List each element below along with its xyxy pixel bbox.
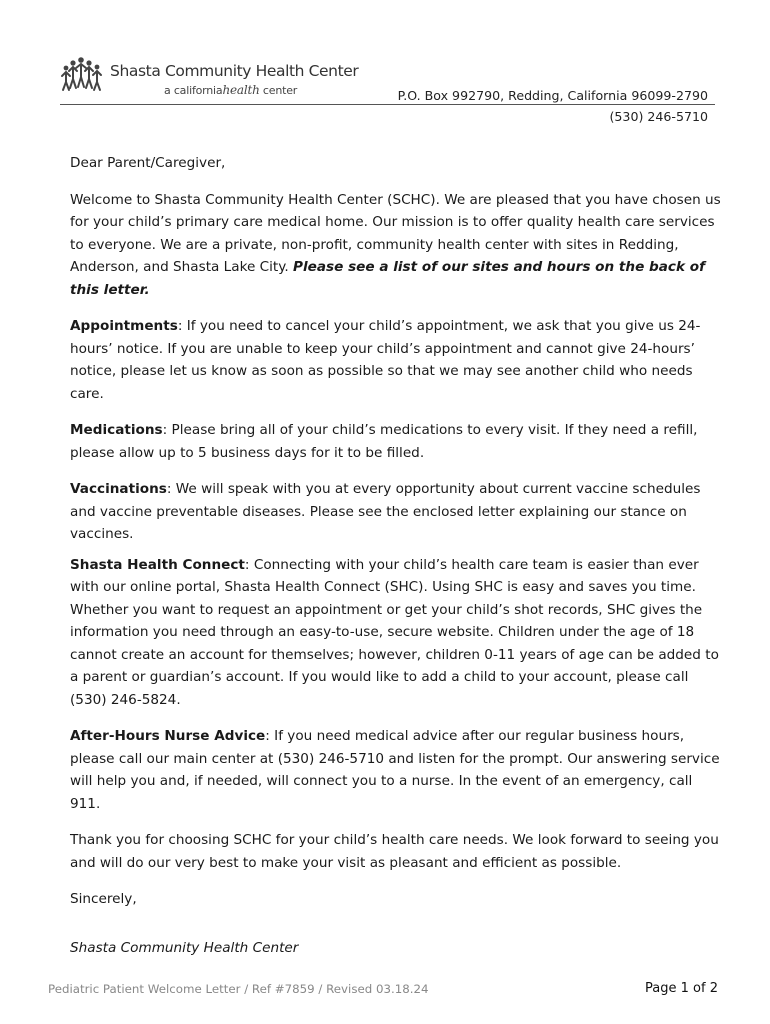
- section-shasta-health-connect: [70, 554, 722, 712]
- section-after-hours: [70, 725, 722, 815]
- section-body: : If you need medical advice after our regular business hours, please call our main center at (530) 246-5710 and listen for the prompt. Our answering service will help you and, if needed, will connect you to a nurse. In the event of an emergency, call 911.: [70, 728, 720, 812]
- section-body: : We will speak with you at every opportunity about current vaccine schedules and vaccine preventable diseases. Please see the enclosed letter explaining our stance on vaccines.: [70, 481, 701, 542]
- section-heading: Appointments: [70, 318, 178, 334]
- header-divider: [60, 104, 715, 105]
- closing-paragraph: Thank you for choosing SCHC for your child’s health care needs. We look forward to seeing you and will do our very best to make your visit as pleasant and efficient as possible.: [70, 832, 719, 871]
- section-medications: [70, 419, 722, 464]
- section-appointments: [70, 315, 722, 405]
- signature: Shasta Community Health Center: [70, 939, 299, 956]
- section-body: : Please bring all of your child’s medications to every visit. If they need a refill, please allow up to 5 business days for it to be filled.: [70, 422, 698, 461]
- logo-tagline: [164, 83, 297, 97]
- logo-tagline-prefix: a california: [164, 84, 223, 97]
- section-vaccinations: [70, 478, 722, 546]
- footer-reference: Pediatric Patient Welcome Letter / Ref #7859 / Revised 03.18.24: [48, 982, 429, 996]
- page-number: Page 1 of 2: [645, 981, 718, 996]
- letter-body: [70, 152, 722, 973]
- section-body: : Connecting with your child’s health care team is easier than ever with our online portal, Shasta Health Connect (SHC). Using SHC is easy and saves you time. Whether you want to request an appointment or get your child’s shot records, SHC gives the information you need through an easy-to-use, secure website. Children under the age of 18 cannot create an account for themselves; however, children 0-11 years of age can be added to a parent or guardian’s account. If you would like to add a child to your account, please call (530) 246-5824.: [70, 556, 719, 708]
- salutation: Dear Parent/Caregiver,: [70, 155, 226, 171]
- intro-text: Welcome to Shasta Community Health Center (SCHC). We are pleased that you have chosen us for your child’s primary care medical home. Our mission is to offer quality health care services to everyone. We are a private, non-profit, community health center with sites in Redding, Anderson, and Shasta Lake City.: [70, 191, 721, 275]
- mailing-address: P.O. Box 992790, Redding, California 96099-2790: [397, 88, 708, 103]
- organization-logo: [60, 52, 359, 100]
- intro-emphasis: Please see a list of our sites and hours on the back of this letter.: [70, 259, 706, 298]
- section-body: : If you need to cancel your child’s appointment, we ask that you give us 24-hours’ notice. If you are unable to keep your child’s appointment and cannot give 24-hours’ notice, please let us know as soon as possible so that we may see another child who needs care.: [70, 318, 701, 402]
- logo-tagline-suffix: center: [259, 84, 298, 97]
- intro-paragraph: [70, 189, 722, 302]
- logo-tagline-script: health: [222, 83, 260, 97]
- section-heading: After-Hours Nurse Advice: [70, 728, 266, 744]
- section-heading: Vaccinations: [70, 481, 167, 497]
- phone-number: (530) 246-5710: [609, 109, 708, 124]
- people-figures-icon: [60, 54, 106, 94]
- sign-off: Sincerely,: [70, 891, 137, 907]
- section-heading: Shasta Health Connect: [70, 556, 245, 573]
- section-heading: Medications: [70, 422, 163, 438]
- logo-organization-name: Shasta Community Health Center: [110, 62, 359, 80]
